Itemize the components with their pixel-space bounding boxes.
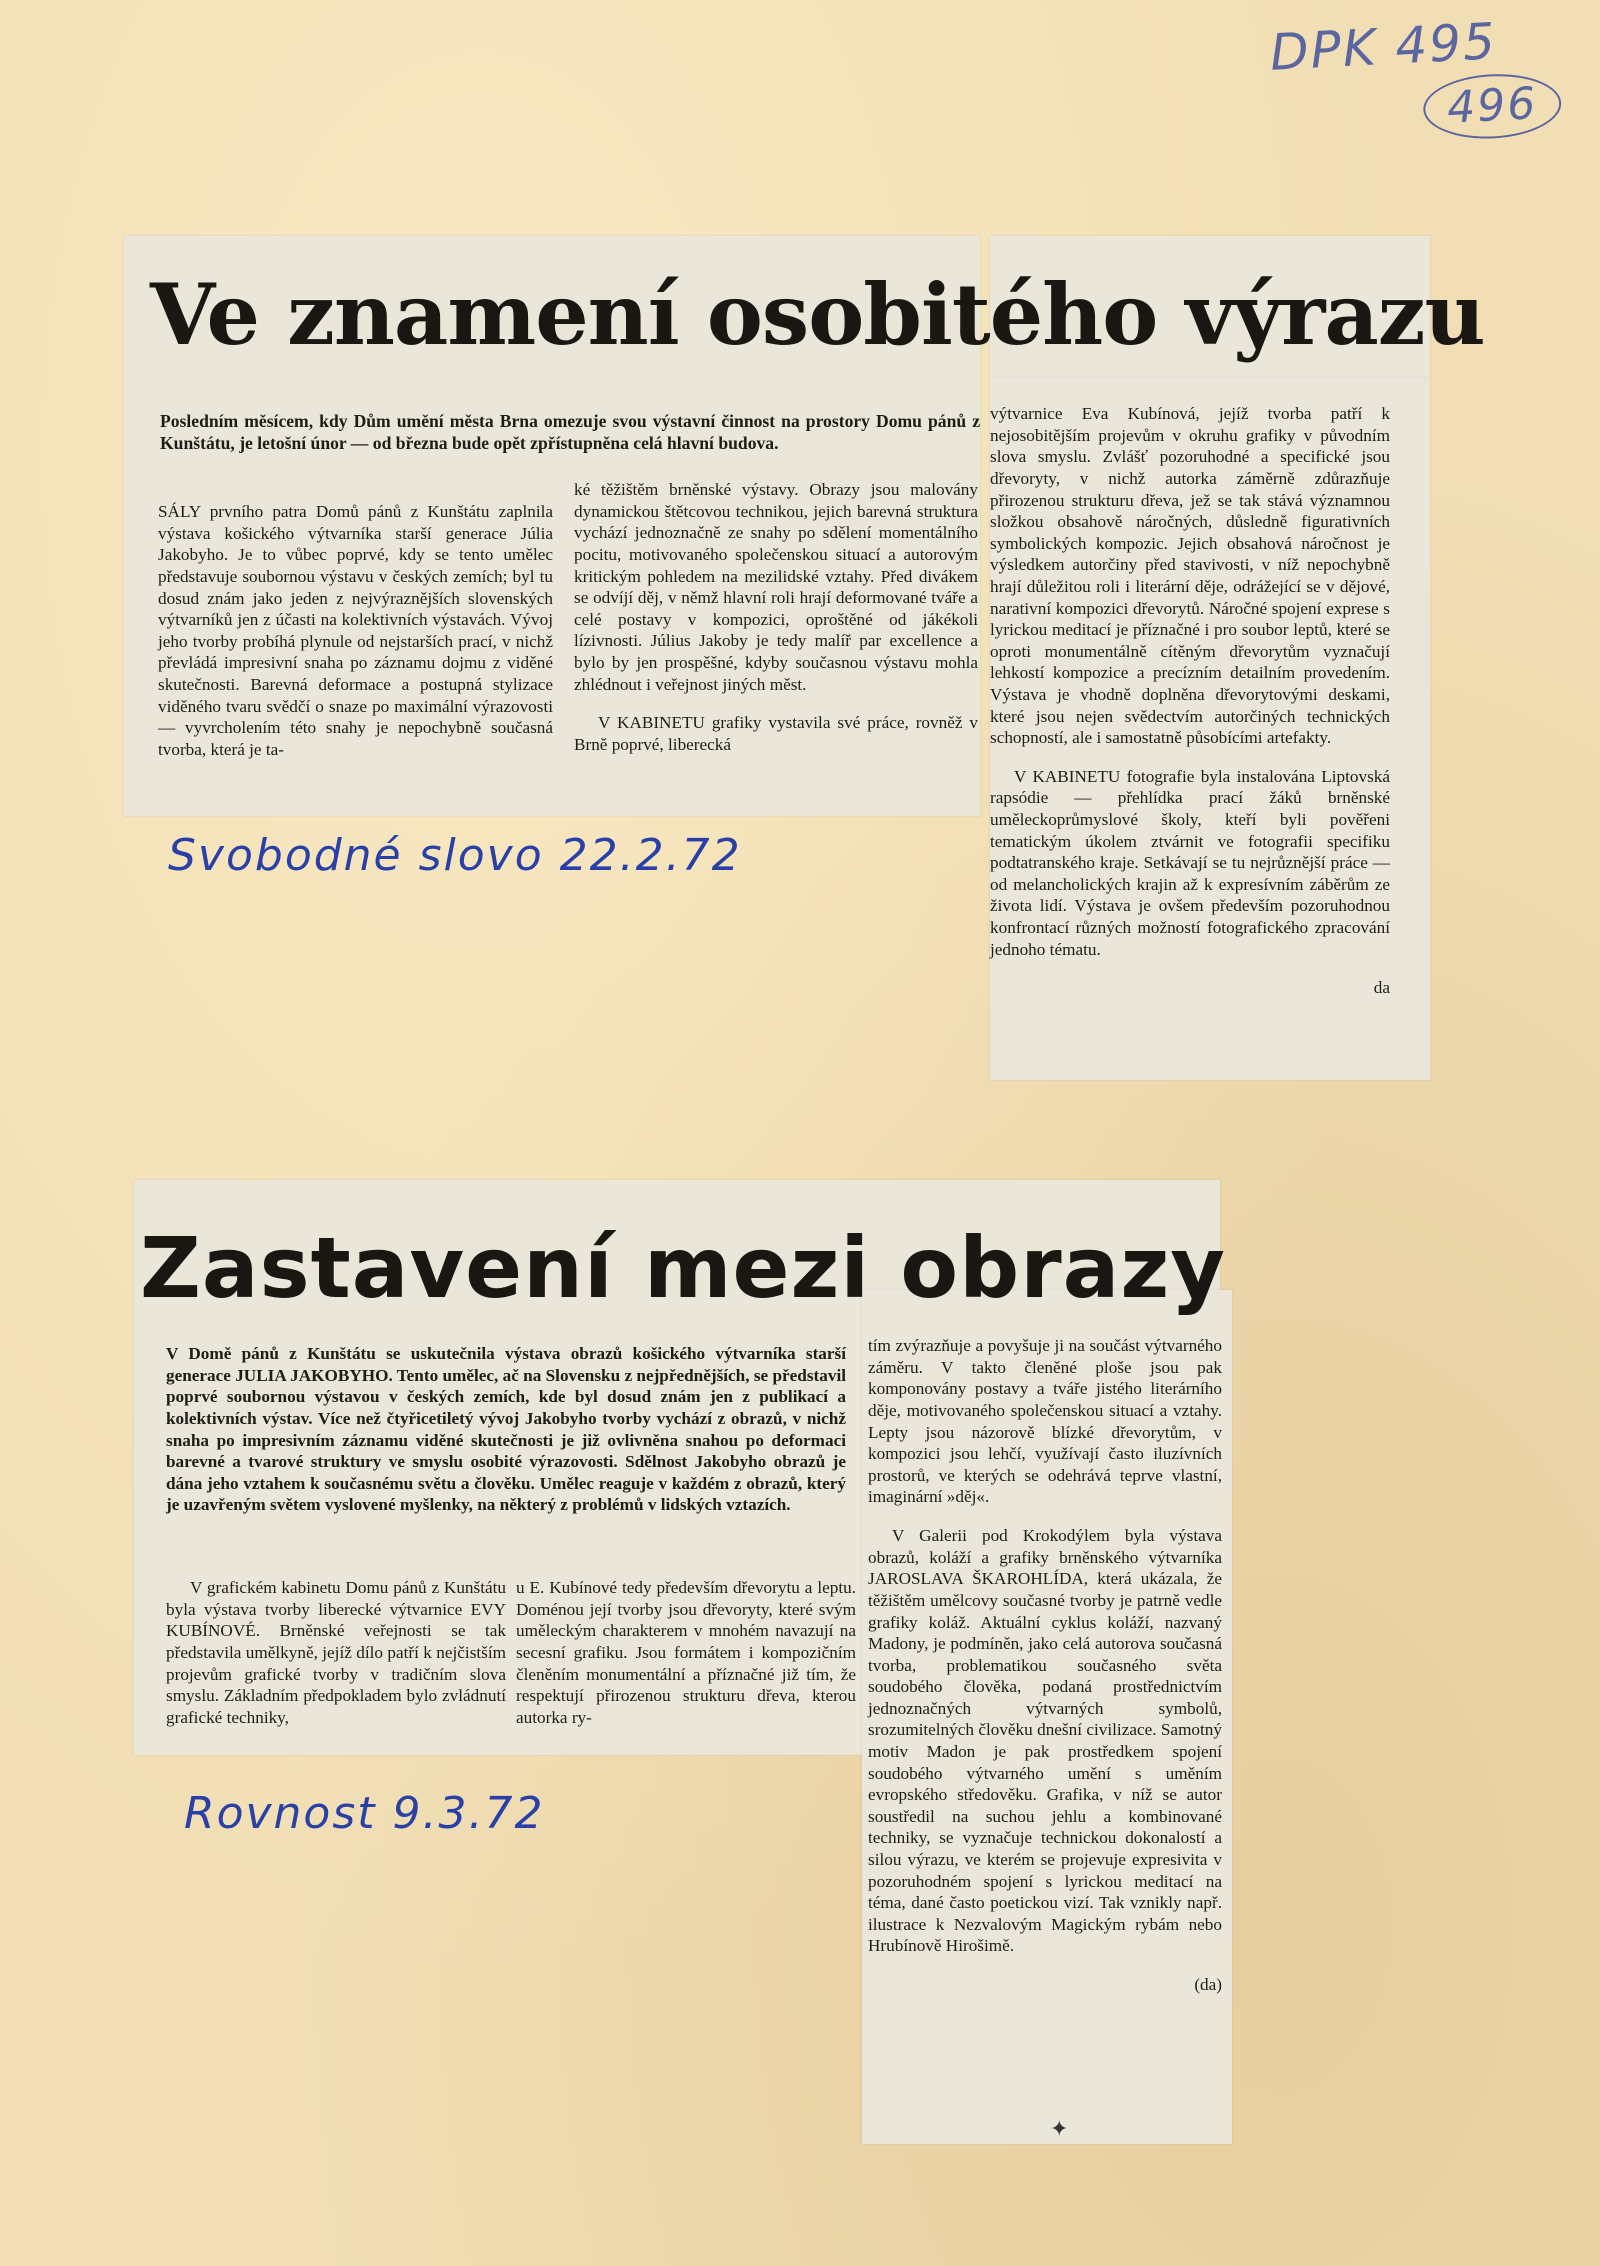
clipping-2-column-a-text: V grafickém kabinetu Domu pánů z Kunštátu byla výstava tvorby liberecké výtvarnice EVY KUBÍNOVÉ. Brněnské veřejnosti se tak představila umělkyně, jejíž dílo patří k nejčistším projevům grafické tvorby v tradičním slova smyslu. Základním předpokladem bylo zvládnutí grafické techniky,: [166, 1578, 506, 1727]
archive-mark: [1268, 12, 1539, 134]
clipping-2-column-b: [516, 1560, 856, 1746]
clipping-1-column-c-text-2: V KABINETU fotografie byla instalována Liptovská rapsódie — přehlídka prací žáků brněnské uměleckoprůmyslové školy, kteří byli pověřeni tematickým úkolem ztvárnit ve fotografii specifiku podtatranského kraje. Setkávají se tu nejrůznější práce — od melancholických krajin až k expresívním záběrům ze života lidí. Výstava je ovšem především pozoruhodnou konfrontací různých možností fotografického zpracování jednoho tématu.: [990, 766, 1390, 959]
clipping-2-signature: (da): [1194, 1975, 1222, 1995]
archive-code: DPK 495: [1268, 12, 1499, 82]
ornament-mark: ✦: [1050, 2116, 1069, 2141]
clipping-2-column-c: [868, 1318, 1222, 2013]
clipping-2-lead: V Domě pánů z Kunštátu se uskutečnila výstava obrazů košického výtvarníka starší generace JULIA JAKOBYHO. Tento umělec, ač na Slovensku z nejpřednějších, se představil poprvé soubornou výstavou v českých zemích, kde byl dosud znám jen z publikací a kolektivních výstav. Více než čtyřicetiletý vývoj Jakobyho tvorby vychází z obrazů, v nichž snaha po impresivním záznamu viděné skutečnosti je již ovlivněna snahou po deformaci barevné a tvarové struktury ve smyslu osobité výrazovosti. Sdělnost Jakobyho obrazů je dána jeho vztahem k současnému světu a člověku. Umělec reaguje v každém z obrazů, který je uzavřeným světem vyslovené myšlenky, na některý z problémů v lidských vztazích.: [166, 1344, 846, 1515]
clipping-2-title: Zastavení mezi obrazy: [140, 1219, 1227, 1317]
clipping-1-column-c-text: výtvarnice Eva Kubínová, jejíž tvorba patří k nejosobitějším projevům v okruhu grafiky v původním slova smyslu. Zvlášť pozoruhodné a specifické jsou dřevoryty, v nichž autorka záměrně zdůrazňuje přirozenou strukturu dřeva, jež se tak stává významnou složkou obsahově náročných, důsledně figurativních symbolických kompozic. Jejich obsahová náročnost je výsledkem autorčiny před stavivosti, v níž nepochybně hrají důležitou roli i literární děje, odrážející se v dějové, narativní kompozici dřevorytů. Náročné spojení exprese s lyrickou meditací je příznačné i pro soubor leptů, které se oproti monumentálně cítěným dřevorytům vyznačují lehkostí kompozice a precízním detailním provedením. Výstava je vhodně doplněna dřevorytovými deskami, které jsou nejen svědectvím autorčiných technických schopností, ale i samostatně působícími artefakty.: [990, 404, 1390, 748]
clipping-1-column-a: [158, 484, 553, 778]
clipping-2-column-c-text-2: V Galerii pod Krokodýlem byla výstava obrazů, koláží a grafiky brněnského výtvarníka JAROSLAVA ŠKAROHLÍDA, která ukázala, že těžištěm umělcovy současné tvorby je patrně vedle grafiky koláž. Aktuální cyklus koláží, nazvaný Madony, je podmíněn, jako celá autorova současná tvorba, problematikou současného světa soudobého člověka, podaná prostřednictvím jednoznačných výtvarných symbolů, srozumitelných člověku dnešní civilizace. Samotný motiv Madon je pak prostředkem spojení soudobého výtvarného umění s uměním evropského středověku. Grafika, v níž se autor soustředil na suchou jehlu a kombinované techniky, se vyznačuje technickou dokonalostí a silou výrazu, ve kterém se projevuje expresivita v pozoruhodném spojení s lyrickou meditací na téma, dané často poetickou vizí. Tak vznikly např. ilustrace k Nezvalovým Magickým rybám nebo Hrubínově Hirošimě.: [868, 1526, 1222, 1956]
clipping-2-column-a: [166, 1560, 506, 1746]
clipping-1-title: Ve znamení osobitého výrazu: [150, 265, 1485, 364]
archive-circled-number: 496: [1422, 71, 1563, 142]
clipping-1-column-a-text: SÁLY prvního patra Domů pánů z Kunštátu zaplnila výstava košického výtvarníka starší generace Júlia Jakobyho. Je to vůbec poprvé, kdy se tento umělec představuje soubornou výstavu v českých zemích; byl tu dosud znám jako jeden z nejvýraznějších slovenských výtvarníků jen z účasti na kolektivních výstavách. Vývoj jeho tvorby probíhá plynule od nejstarších prací, v nichž převládá impresivní snaha po záznamu dojmu z viděné skutečnosti. Barevná deformace a postupná stylizace viděného tvaru svědčí o snaze po maximální výrazovosti — vyvrcholením této snahy je nepochybně současná tvorba, která je ta-: [158, 502, 553, 759]
clipping-1-column-b-text-2: V KABINETU grafiky vystavila své práce, rovněž v Brně poprvé, liberecká: [574, 713, 978, 754]
clipping-1-column-b-text: ké těžištěm brněnské výstavy. Obrazy jsou malovány dynamickou štětcovou technikou, jejich barevná struktura vychází jednoznačně ze snahy po sdělení momentálního pocitu, motivovaného společenskou situací a autorovým kritickým pohledem na mezilidské vztahy. Před divákem se odvíjí děj, v němž hlavní roli hrají deformované tváře a celé postavy v kompozici, oproštěné od jákékoli lízivnosti. Július Jakoby je tedy malíř par excellence a bylo by jen prospěšné, kdyby současnou výstavu mohla zhlédnout i veřejnost jiných měst.: [574, 480, 978, 694]
clipping-2-source-note: Rovnost 9.3.72: [184, 1788, 545, 1839]
clipping-1-column-b: [574, 462, 978, 773]
clipping-1-signature: da: [1373, 978, 1390, 998]
clipping-1-lead: Posledním měsícem, kdy Dům umění města Brna omezuje svou výstavní činnost na prostory Domu pánů z Kunštátu, je letošní únor — od března bude opět zpřístupněna celá hlavní budova.: [160, 410, 980, 453]
clipping-1-source-note: Svobodné slovo 22.2.72: [168, 830, 742, 881]
clipping-2-column-c-text: tím zvýrazňuje a povyšuje ji na součást výtvarného záměru. V takto členěné ploše jsou pak komponovány postavy a tváře jistého literárního děje, motivovaného společenskou situací a vztahy. Lepty jsou názorově blízké dřevorytům, v kompozici jsou lehčí, využívají často iluzívních prostorů, ve kterých se odehrává teprve vlastní, imaginární »děj«.: [868, 1336, 1222, 1507]
clipping-2-column-b-text: u E. Kubínové tedy především dřevorytu a leptu. Doménou její tvorby jsou dřevoryty, které svým uměleckým charakterem v mnohém navazují na secesní grafiku. Jsou formátem i kompozičním členěním monumentální a příznačné již tím, že respektují přirozenou strukturu dřeva, kterou autorka ry-: [516, 1578, 856, 1727]
clipping-1-column-c: [990, 386, 1390, 1016]
